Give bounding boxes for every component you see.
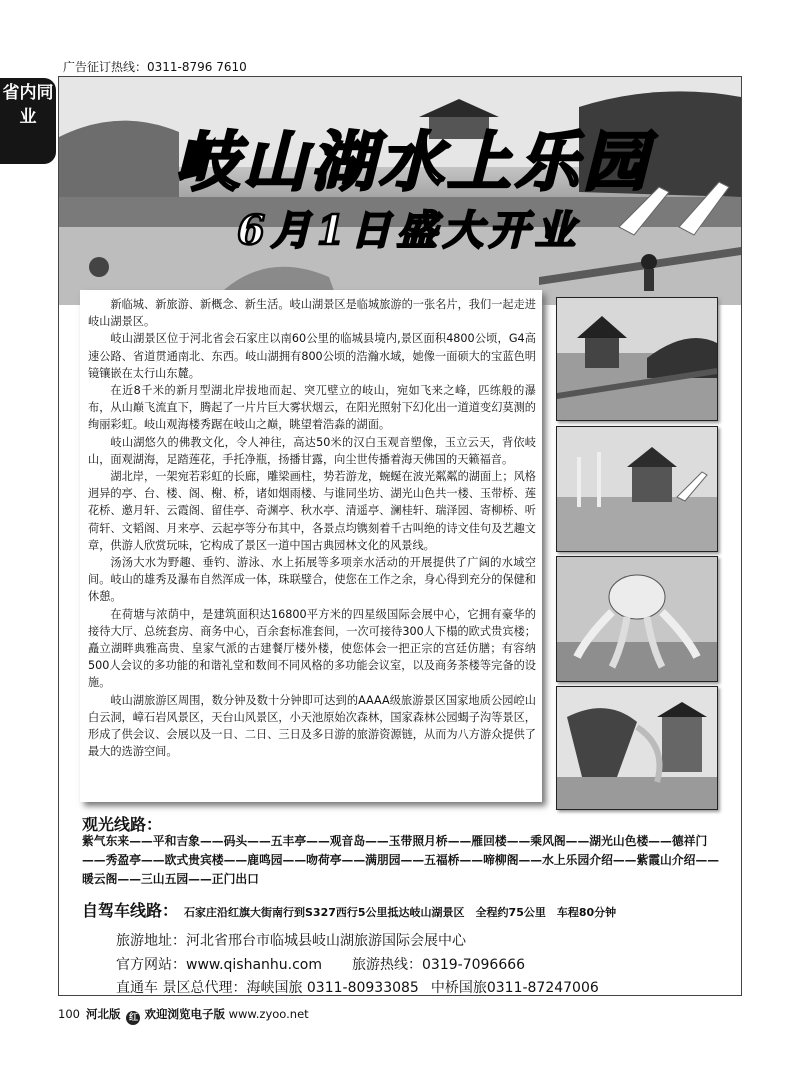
ad-hotline: 广告征订热线：0311-8796 7610	[63, 60, 247, 74]
agent-label: 直通车 景区总代理：	[116, 980, 247, 996]
hero-title: 岐山湖水上乐园	[175, 125, 651, 200]
photo-octopus-slide	[556, 556, 718, 682]
address-line: 旅游地址：河北省邢台市临城县岐山湖旅游国际会展中心	[116, 933, 466, 949]
photo-water-park	[556, 426, 718, 552]
route-heading: 观光线路：	[82, 815, 163, 834]
article-paragraph: 岐山湖旅游区周围，数分钟及数十分钟即可达到的AAAA级旅游景区国家地质公园崆山白云洞，嶂石岩风景区，天台山风景区，小天池原始次森林，国家森林公园蝎子沟等景区，形成了供会议、会展以及一日、二日、三日及多日游的旅游资源链，从而为八方游众提供了最大的选游空间。	[88, 693, 536, 759]
article-paragraph: 岐山湖悠久的佛教文化，令人神往，高达50米的汉白玉观音塑像，玉立云天，背依岐山，面观湖海，足踏莲花，手托净瓶，扬播甘露，向尘世传播着海天佛国的天籁福音。	[88, 435, 536, 466]
agent-strait: 海峡国旅 0311-80933085	[246, 980, 419, 996]
drive-heading: 自驾车线路：	[82, 901, 179, 920]
article-paragraph: 在荷塘与浓荫中，是建筑面积达16800平方米的四星级国际会展中心，它拥有豪华的接待大厅、总统套房、商务中心，百余套标准套间，一次可接待300人下榻的欧式贵宾楼；矗立湖畔典雅高贵、皇家气派的古建餐厅楼外楼，使您体会一把正宗的宫廷仿膳；有容纳500人会议的多功能的和谐礼堂和数间不同风格的多功能会议室，以及商务茶楼等完备的设施。	[88, 607, 536, 690]
article-paragraph: 新临城、新旅游、新概念、新生活。岐山湖景区是临城旅游的一张名片，我们一起走进岐山湖景区。	[88, 298, 536, 329]
page-footer	[58, 1006, 309, 1025]
photo-pavilion	[556, 297, 718, 421]
hero-banner	[59, 77, 741, 305]
section-tab: 省内同业	[0, 78, 56, 164]
footer-url[interactable]: www.zyoo.net	[228, 1007, 309, 1021]
photo-funnel-slide	[556, 686, 718, 810]
tour-hotline: 旅游热线：0319-7096666	[352, 957, 526, 973]
welcome-text: 欢迎浏览电子版	[144, 1007, 225, 1021]
route-text: 紫气东来——平和吉象——码头——五丰亭——观音岛——玉带照月桥——雁回楼——乘风阁——湖光山色楼——德祥门——秀盈亭——欧式贵宾楼——鹿鸣园——吻荷亭——满朋园——五福桥——啼柳阁——水上乐园介绍——紫霞山介绍——暖云阁——三山五园——正门出口	[82, 834, 720, 886]
drive-route	[82, 898, 742, 921]
agent-line	[116, 977, 599, 997]
article-paragraph: 在近8千米的新月型湖北岸拔地而起、突兀壁立的岐山，宛如飞来之峰，匹练般的瀑布，从山巅飞流直下，腾起了一片片巨大雾状烟云，在阳光照射下幻化出一道道变幻莫测的绚丽彩虹。岐山观海楼秀踞在岐山之巅，眺望着浩淼的湖面。	[88, 384, 536, 432]
brand-logo-icon: 红	[126, 1011, 140, 1025]
agent-zhongqiao: 中桥国旅0311-87247006	[430, 980, 599, 996]
hero-subtitle: 6月1日盛大开业	[237, 207, 581, 254]
website-hotline-line	[116, 954, 525, 974]
edition-label: 河北版	[85, 1007, 121, 1021]
article-paragraph: 湖北岸，一架宛若彩虹的长廊，雕梁画柱，势若游龙，蜿蜒在波光粼粼的湖面上；风格迥异的亭、台、楼、阁、榭、桥，诸如烟雨楼、与谁同坐坊、湖光山色共一楼、玉带桥、莲花桥、邀月轩、云霞阁、留佳亭、奇渊亭、秋水亭、清遥亭、澜桂轩、瑞泽园、寄柳桥、听荷轩、文韬阁、月来亭、云起亭等分布其中，各景点均镌刻着千古叫绝的诗文佳句及艺趣文章，供游人欣赏玩味，它构成了景区一道中国古典园林文化的风景线。	[88, 470, 536, 552]
article-paragraph: 汤汤大水为野趣、垂钓、游泳、水上拓展等多项亲水活动的开展提供了广阔的水域空间。岐山的雄秀及瀑布自然浑成一体，珠联璧合，使您在工作之余，身心得到充分的保健和休憩。	[88, 556, 536, 604]
article-paragraph: 岐山湖景区位于河北省会石家庄以南60公里的临城县境内,景区面积4800公顷，G4高速公路、省道贯通南北、东西。岐山湖拥有800公顷的浩瀚水域，她像一面硕大的宝蓝色明镜镶嵌在太行山东麓。	[88, 332, 536, 380]
drive-text: 石家庄沿红旗大街南行到S327西行5公里抵达岐山湖景区 全程约75公里 车程80分钟	[184, 906, 617, 919]
page-number: 100	[58, 1007, 80, 1021]
article-box	[80, 290, 542, 802]
website-link[interactable]: 官方网站：www.qishanhu.com	[116, 957, 323, 973]
